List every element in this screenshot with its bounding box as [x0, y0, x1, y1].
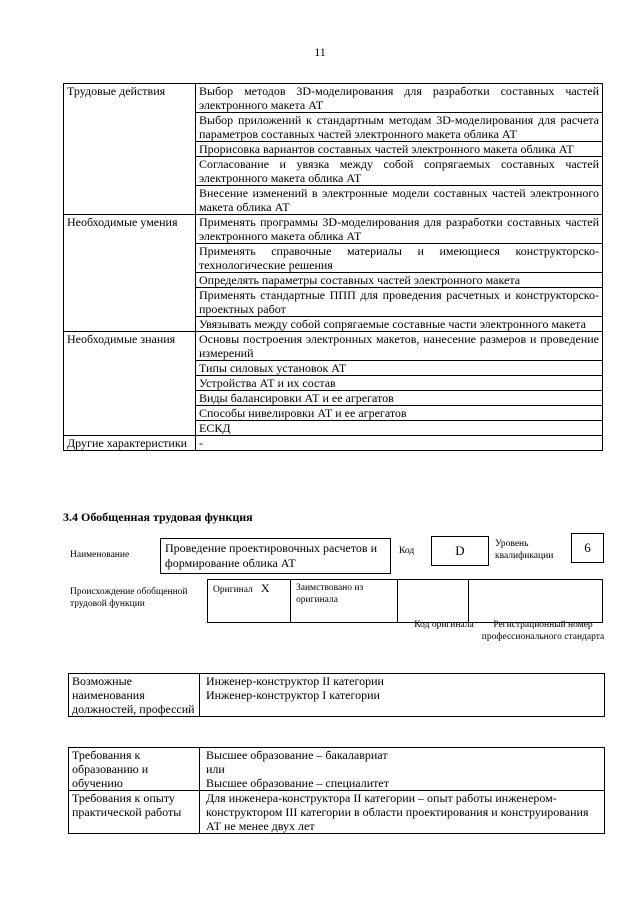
table-cell: Определять параметры составных частей электронного макета [196, 273, 603, 288]
name-label: Наименование [70, 550, 130, 560]
table-cell: ЕСКД [196, 421, 603, 436]
code-value-box: D [431, 536, 489, 566]
original-cell [208, 580, 291, 623]
table-row [64, 436, 603, 451]
positions-values [200, 674, 605, 717]
requirements-table [68, 747, 605, 834]
name-value-box: Проведение проектировочных расчетов и формирование облика АТ [160, 538, 391, 574]
table-cell: Основы построения электронных макетов, нанесение размеров и проведение измерений [196, 332, 603, 361]
table-row [64, 332, 603, 361]
experience-label: Требования к опыту практической работы [69, 791, 200, 834]
table-cell: Применять справочные материалы и имеющиеся конструкторско-технологические решения [196, 244, 603, 273]
positions-label: Возможные наименования должностей, профессий [69, 674, 200, 717]
education-line: или [206, 762, 225, 776]
table-cell: Прорисовка вариантов составных частей электронного макета облика АТ [196, 142, 603, 157]
table-row [64, 84, 603, 113]
table-cell: Способы нивелировки АТ и ее агрегатов [196, 406, 603, 421]
table-cell: Выбор методов 3D-моделирования для разработки составных частей электронного макета АТ [196, 84, 603, 113]
row-group-label: Трудовые действия [64, 84, 196, 215]
labor-functions-table [63, 83, 603, 451]
original-mark: X [260, 581, 270, 595]
original-label: Оригинал [213, 585, 253, 595]
table-cell: Виды балансировки АТ и ее агрегатов [196, 391, 603, 406]
page-number: 11 [314, 45, 326, 59]
reg-number-caption: Регистрационный номер профессионального стандарта [481, 620, 605, 642]
origin-table [207, 579, 603, 623]
table-row [64, 215, 603, 244]
qualification-level-label: Уровень квалификации [495, 539, 554, 561]
reg-number-cell [469, 580, 603, 623]
table-cell: - [196, 436, 603, 451]
row-group-label: Другие характеристики [64, 436, 196, 451]
row-group-label: Необходимые умения [64, 215, 196, 332]
table-cell: Применять программы 3D-моделирования для разработки составных частей электронного макета облика АТ [196, 215, 603, 244]
origin-label: Происхождение обобщенной трудовой функции [70, 587, 188, 609]
borrowed-cell: Заимствовано из оригинала [291, 580, 398, 623]
education-line: Высшее образование – специалитет [206, 776, 389, 790]
position-item: Инженер-конструктор II категории [206, 674, 384, 688]
education-label: Требования к образованию и обучению [69, 748, 200, 791]
education-row [69, 748, 605, 791]
position-item: Инженер-конструктор I категории [206, 688, 380, 702]
code-original-cell [398, 580, 469, 623]
row-group-label: Необходимые знания [64, 332, 196, 436]
table-cell: Внесение изменений в электронные модели составных частей электронного макета облика АТ [196, 186, 603, 215]
education-values [200, 748, 605, 791]
qualification-level-box: 6 [571, 533, 604, 563]
table-cell: Применять стандартные ППП для проведения расчетных и конструкторско-проектных работ [196, 288, 603, 317]
code-original-caption: Код оригинала [414, 620, 474, 630]
table-cell: Выбор приложений к стандартным методам 3D-моделирования для расчета параметров составных частей электронного макета облика АТ [196, 113, 603, 142]
experience-value: Для инженера-конструктора II категории – опыт работы инженером-конструктором III категории в области проектирования и конструирования АТ не менее двух лет [200, 791, 605, 834]
positions-table [68, 673, 605, 717]
education-line: Высшее образование – бакалавриат [206, 748, 388, 762]
table-cell: Типы силовых установок АТ [196, 361, 603, 376]
table-cell: Устройства АТ и их состав [196, 376, 603, 391]
table-cell: Согласование и увязка между собой сопрягаемых составных частей электронного макета облика АТ [196, 157, 603, 186]
code-label: Код [399, 546, 415, 556]
table-cell: Увязывать между собой сопрягаемые составные части электронного макета [196, 317, 603, 332]
section-title: 3.4 Обобщенная трудовая функция [63, 510, 253, 524]
experience-row [69, 791, 605, 834]
